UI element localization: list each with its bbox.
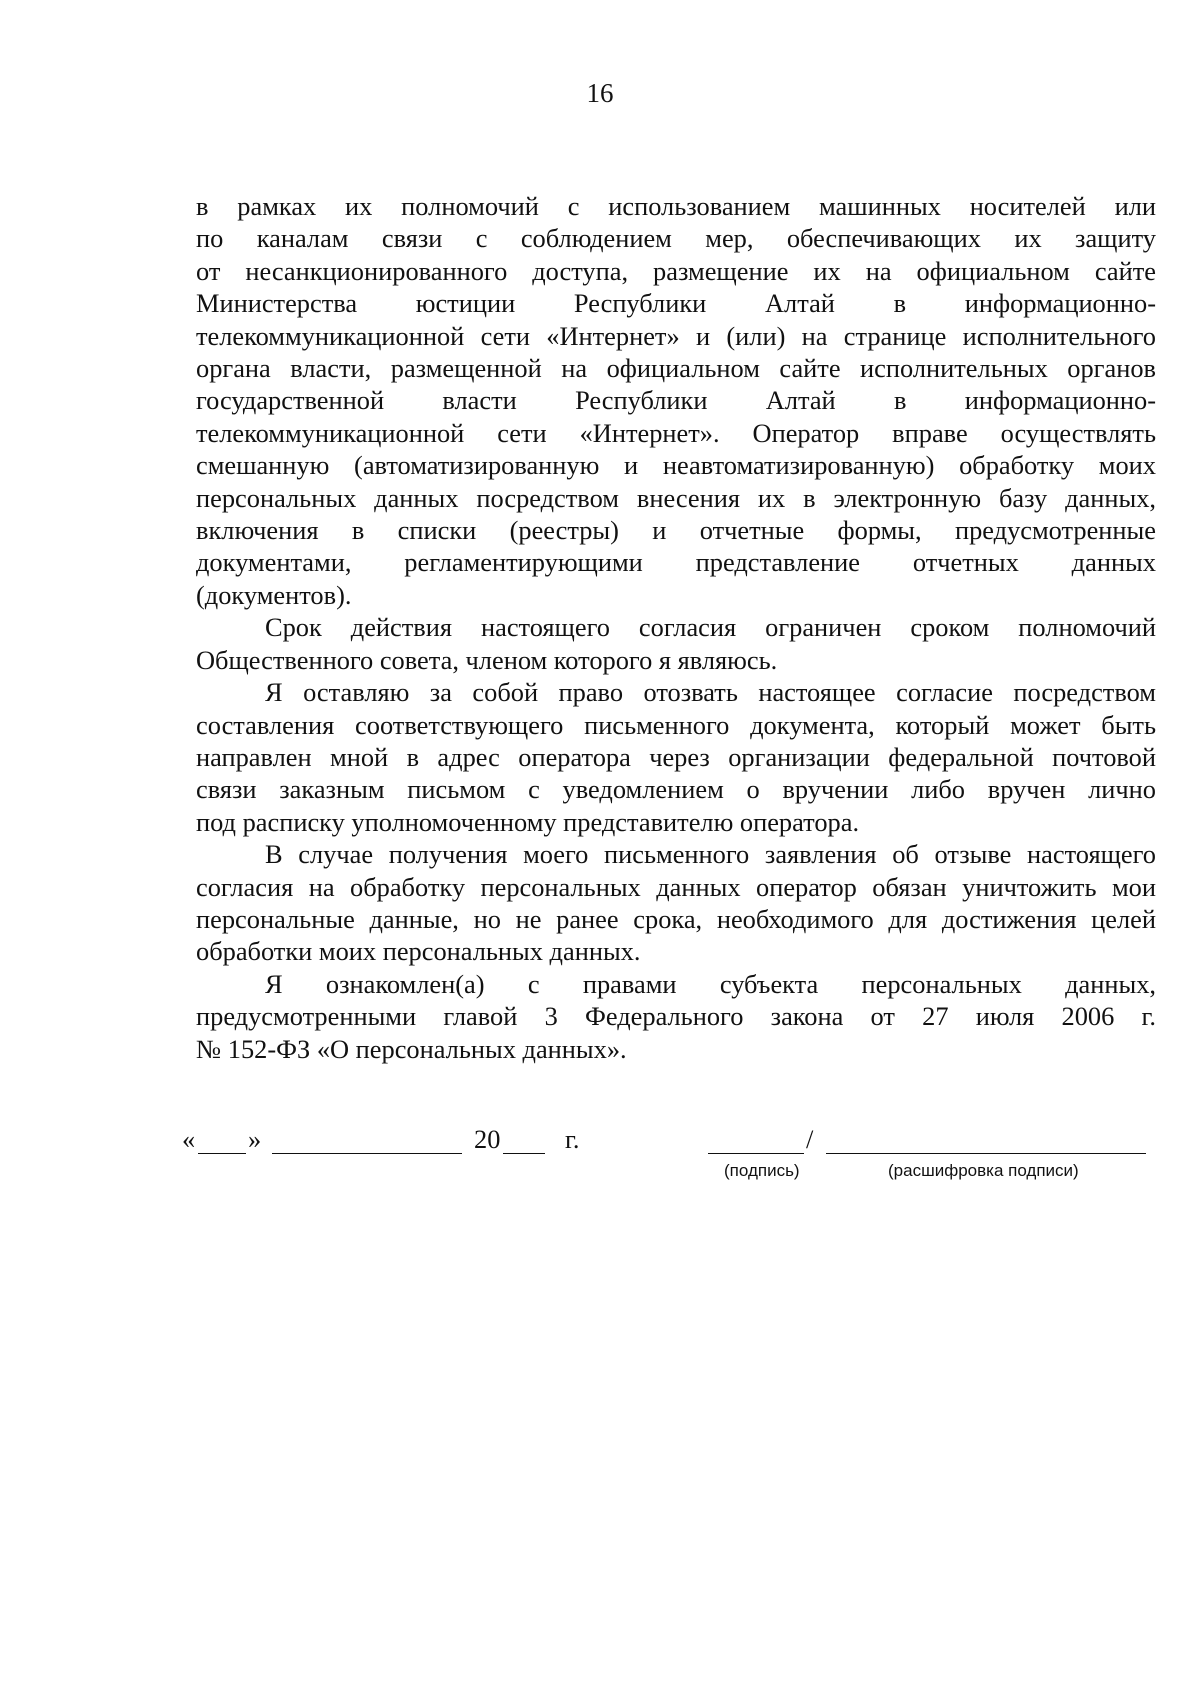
paragraph-acknowledgement (196, 968, 1156, 1065)
month-field[interactable] (272, 1125, 462, 1154)
text-line: обработки моих персональных данных. (196, 936, 641, 967)
text-line: № 152-ФЗ «О персональных данных». (196, 1033, 627, 1064)
text-line: Общественного совета, членом которого я являюсь. (196, 644, 778, 675)
paragraph-processing-methods (196, 190, 1156, 611)
page-number: 16 (586, 78, 614, 108)
text-line: Я оставляю за собой право отозвать настоящее согласие посредством (265, 677, 1156, 708)
open-quote: « (182, 1124, 196, 1154)
text-line: телекоммуникационной сети «Интернет» и (или) на странице исполнительного (196, 320, 1156, 351)
signature-caption: (подпись) (724, 1161, 800, 1180)
text-line: направлен мной в адрес оператора через организации федеральной почтовой (196, 741, 1156, 772)
text-line: от несанкционированного доступа, размещение их на официальном сайте (196, 255, 1156, 286)
text-line: государственной власти Республики Алтай в информационно- (196, 385, 1156, 416)
text-line: персональные данные, но не ранее срока, необходимого для достижения целей (196, 903, 1156, 934)
signature-field[interactable] (708, 1125, 804, 1154)
text-line: под расписку уполномоченному представителю оператора. (196, 806, 860, 837)
text-line: Я ознакомлен(а) с правами субъекта персональных данных, (265, 968, 1156, 999)
paragraph-revocation-right (196, 676, 1156, 838)
text-line: согласия на обработку персональных данных оператор обязан уничтожить мои (196, 871, 1156, 902)
day-field[interactable] (198, 1125, 246, 1154)
signature-separator: / (806, 1124, 814, 1154)
year-field[interactable] (503, 1125, 545, 1154)
consent-text (196, 190, 1156, 1065)
text-line: предусмотренными главой 3 Федерального закона от 27 июля 2006 г. (196, 1001, 1156, 1032)
text-line: по каналам связи с соблюдением мер, обеспечивающих их защиту (196, 223, 1156, 254)
text-line: составления соответствующего письменного документа, который может быть (196, 709, 1156, 740)
signature-decoding-caption: (расшифровка подписи) (888, 1161, 1079, 1180)
date-signature-block (0, 1125, 1200, 1205)
year-suffix: г. (565, 1124, 580, 1154)
text-line: органа власти, размещенной на официальном сайте исполнительных органов (196, 353, 1156, 384)
text-line: телекоммуникационной сети «Интернет». Оператор вправе осуществлять (196, 417, 1156, 448)
text-line: документами, регламентирующими представление отчетных данных (196, 547, 1156, 578)
text-line: связи заказным письмом с уведомлением о вручении либо вручен лично (196, 774, 1156, 805)
text-line: в рамках их полномочий с использованием машинных носителей или (196, 191, 1156, 221)
signature-decoding-field[interactable] (826, 1125, 1146, 1154)
text-line: Министерства юстиции Республики Алтай в информационно- (196, 288, 1156, 319)
text-line: (документов). (196, 579, 352, 610)
text-line: В случае получения моего письменного заявления об отзыве настоящего (265, 839, 1156, 870)
text-line: смешанную (автоматизированную и неавтоматизированную) обработку моих (196, 450, 1156, 481)
close-quote: » (248, 1124, 262, 1154)
text-line: включения в списки (реестры) и отчетные формы, предусмотренные (196, 515, 1156, 546)
text-line: Срок действия настоящего согласия ограничен сроком полномочий (265, 612, 1156, 643)
paragraph-revocation-consequence (196, 838, 1156, 968)
year-prefix: 20 (474, 1124, 501, 1154)
text-line: персональных данных посредством внесения их в электронную базу данных, (196, 482, 1156, 513)
paragraph-validity-period (196, 611, 1156, 676)
